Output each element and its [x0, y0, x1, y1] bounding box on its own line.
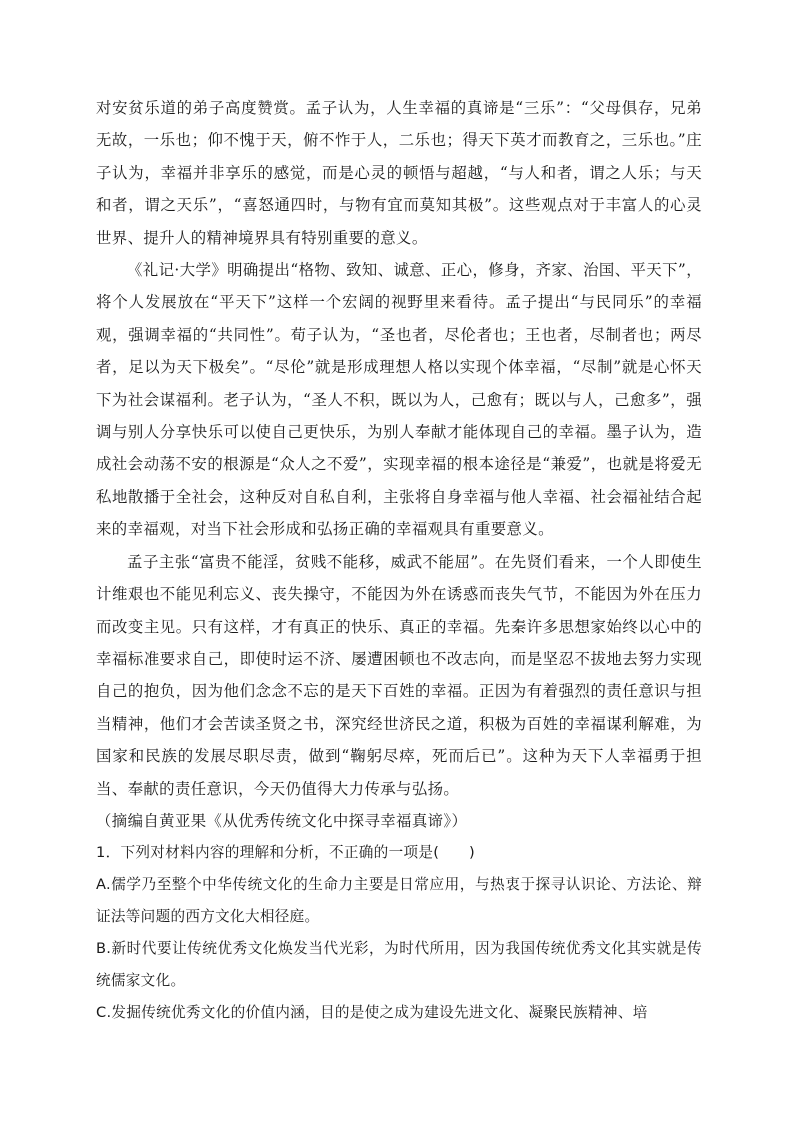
- question-stem: 1．下列对材料内容的理解和分析，不正确的一项是( ): [96, 844, 476, 862]
- essay-paragraph-3: 孟子主张“富贵不能淫，贫贱不能移，威武不能屈”。在先贤们看来，一个人即使生计维艰也不能见利忘义、丧失操守，不能因为外在诱惑而丧失气节，不能因为外在压力而改变主见。只有这样，才有真正的快乐、真正的幸福。先秦许多思想家始终以心中的幸福标准要求自己，即使时运不济、屡遭困顿也不改志向，而是坚忍不拔地去努力实现自己的抱负，因为他们念念不忘的是天下百姓的幸福。正因为有着强烈的责任意识与担当精神，他们才会苦读圣贤之书，深究经世济民之道，积极为百姓的幸福谋利解难，为国家和民族的发展尽职尽责，做到“鞠躬尽瘁，死而后已”。这种为天下人幸福勇于担当、奉献的责任意识，今天仍值得大力传承与弘扬。: [96, 552, 702, 798]
- document-page: [96, 92, 702, 1029]
- essay-body: [96, 92, 702, 837]
- essay-paragraph-1: 对安贫乐道的弟子高度赞赏。孟子认为，人生幸福的真谛是“三乐”：“父母俱存，兄弟无故，一乐也；仰不愧于天，俯不怍于人，二乐也；得天下英才而教育之，三乐也。”庄子认为，幸福并非享乐的感觉，而是心灵的顿悟与超越，“与人和者，谓之人乐；与天和者，谓之天乐”，“喜怒通四时，与物有宜而莫知其极”。这些观点对于丰富人的心灵世界、提升人的精神境界具有特别重要的意义。: [96, 99, 702, 247]
- option-c: C.发掘传统优秀文化的价值内涵，目的是使之成为建设先进文化、凝聚民族精神、培: [96, 1004, 648, 1022]
- question-block: [96, 837, 702, 1029]
- option-b: B.新时代要让传统优秀文化焕发当代光彩，为时代所用，因为我国传统优秀文化其实就是传统儒家文化。: [96, 940, 702, 990]
- essay-paragraph-2: 《礼记·大学》明确提出“格物、致知、诚意、正心，修身，齐家、治国、平天下”，将个人发展放在“平天下”这样一个宏阔的视野里来看待。孟子提出“与民同乐”的幸福观，强调幸福的“共同性”。荀子认为，“圣也者，尽伦者也；王也者，尽制者也；两尽者，足以为天下极矣”。“尽伦”就是形成理想人格以实现个体幸福，“尽制”就是心怀天下为社会谋福利。老子认为，“圣人不积，既以为人，己愈有；既以与人，己愈多”，强调与别人分享快乐可以使自己更快乐，为别人奉献才能体现自己的幸福。墨子认为，造成社会动荡不安的根源是“众人之不爱”，实现幸福的根本途径是“兼爱”，也就是将爱无私地散播于全社会，这种反对自私自利，主张将自身幸福与他人幸福、社会福祉结合起来的幸福观，对当下社会形成和弘扬正确的幸福观具有重要意义。: [96, 261, 702, 539]
- source-citation: （摘编自黄亚果《从优秀传统文化中探寻幸福真谛》）: [96, 811, 468, 830]
- option-a: A.儒学乃至整个中华传统文化的生命力主要是日常应用，与热衷于探寻认识论、方法论、辩证法等问题的西方文化大相径庭。: [96, 876, 702, 926]
